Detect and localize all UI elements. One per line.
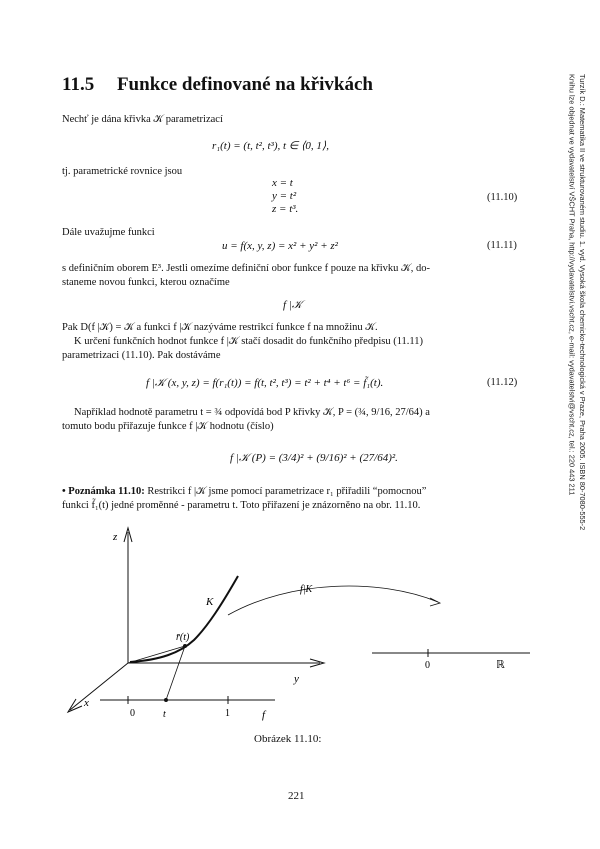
paragraph-evaluation-line2: parametrizaci (11.10). Pak dostáváme [62, 350, 221, 361]
parameter-t-label: t [163, 709, 166, 720]
remark-line2: funkci f̃₁(t) jedné proměnné - parametru t. Toto přiřazení je znázorněno na obr. 11.10. [62, 500, 421, 511]
real-line-label: ℝ [496, 659, 505, 671]
parameter-f-label: f [262, 709, 266, 721]
position-vector [128, 646, 185, 663]
x-axis [70, 663, 128, 710]
paragraph-evaluation [62, 335, 540, 363]
equation-example-value: f |𝒦 (P) = (3/4)² + (9/16)² + (27/64)². [230, 452, 398, 464]
parameter-zero-label: 0 [130, 708, 135, 719]
remark-line1: Restrikci f |𝒦 jsme pomocí parametrizace r₁ přiřadili “pomocnou” [147, 486, 427, 497]
equation-z: z = t³. [272, 203, 299, 215]
paragraph-restriction-line1: s definičním oborem E³. Jestli omezíme definiční obor funkce f pouze na křivku 𝒦, do- [62, 263, 431, 274]
position-vector-label: r̄(t) [176, 632, 190, 643]
side-note-line2: Knihu lze objednat ve vydavatelství VŠCHT Praha, http://vydavatelstvi.vscht.cz, e-mail: vydavatelstvi@vscht.cz, tel.: 220 443 211 [567, 74, 577, 496]
paragraph-example-line2: tomuto bodu přiřazuje funkce f |𝒦 hodnotu (číslo) [62, 421, 274, 432]
mapping-label: f|K [300, 584, 313, 595]
paragraph-parametric: tj. parametrické rovnice jsou [62, 166, 183, 177]
paragraph-definition: Pak D(f |𝒦) = 𝒦 a funkci f |𝒦 nazýváme restrikcí funkce f na množinu 𝒦. [62, 322, 378, 333]
equation-x: x = t [272, 177, 293, 189]
equation-composition: f |𝒦 (x, y, z) = f(r₁(t)) = f(t, t², t³) = t² + t⁴ + t⁶ = f̃₁(t). [146, 377, 384, 389]
page-number: 221 [288, 790, 305, 802]
equation-system [272, 177, 298, 216]
figure-caption: Obrázek 11.10: [254, 733, 322, 745]
equation-restriction: f |𝒦 [283, 299, 303, 311]
equation-number-1111: (11.11) [487, 240, 517, 251]
section-heading: Funkce definované na křivkách [116, 74, 373, 95]
paragraph-intro: Nechť je dána křivka 𝒦 parametrizací [62, 114, 223, 125]
paragraph-evaluation-line1: K určení funkčních hodnot funkce f |𝒦 stačí dosadit do funkčního předpisu (11.11) [74, 336, 424, 347]
equation-number-1112: (11.12) [487, 377, 518, 388]
remark [62, 485, 540, 513]
paragraph-restriction [62, 262, 540, 290]
paragraph-function: Dále uvažujme funkci [62, 227, 155, 238]
paragraph-example [62, 406, 540, 434]
equation-function: u = f(x, y, z) = x² + y² + z² [222, 240, 338, 252]
curve-K-label: K [206, 596, 214, 608]
equation-number-1110: (11.10) [487, 192, 518, 203]
x-axis-label: x [84, 697, 89, 709]
side-note [566, 74, 587, 594]
z-axis-label: z [113, 531, 118, 543]
remark-label: • Poznámka 11.10: [62, 486, 145, 497]
mapping-arc [228, 586, 438, 615]
section-number: 11.5 [62, 74, 95, 95]
y-axis-label: y [294, 673, 299, 685]
equation-y: y = t² [272, 190, 297, 202]
section-title [62, 74, 373, 96]
real-line-zero-label: 0 [425, 660, 430, 671]
paragraph-restriction-line2: staneme novou funkci, kterou označíme [62, 277, 230, 288]
paragraph-example-line1: Například hodnotě parametru t = ¾ odpovídá bod P křivky 𝒦, P = (¾, 9/16, 27/64) a [74, 407, 430, 418]
equation-parametrization: r₁(t) = (t, t², t³), t ∈ ⟨0, 1⟩, [212, 140, 329, 152]
side-note-line1: Turzík D.: Matematika II ve strukturovaném studiu. 1. vyd. Vysoká škola chemicko-technologická v Praze, Praha 2005. ISBN 80-7080-555-2 [578, 74, 587, 531]
parameter-one-label: 1 [225, 708, 230, 719]
figure-curve-restriction [0, 520, 560, 730]
